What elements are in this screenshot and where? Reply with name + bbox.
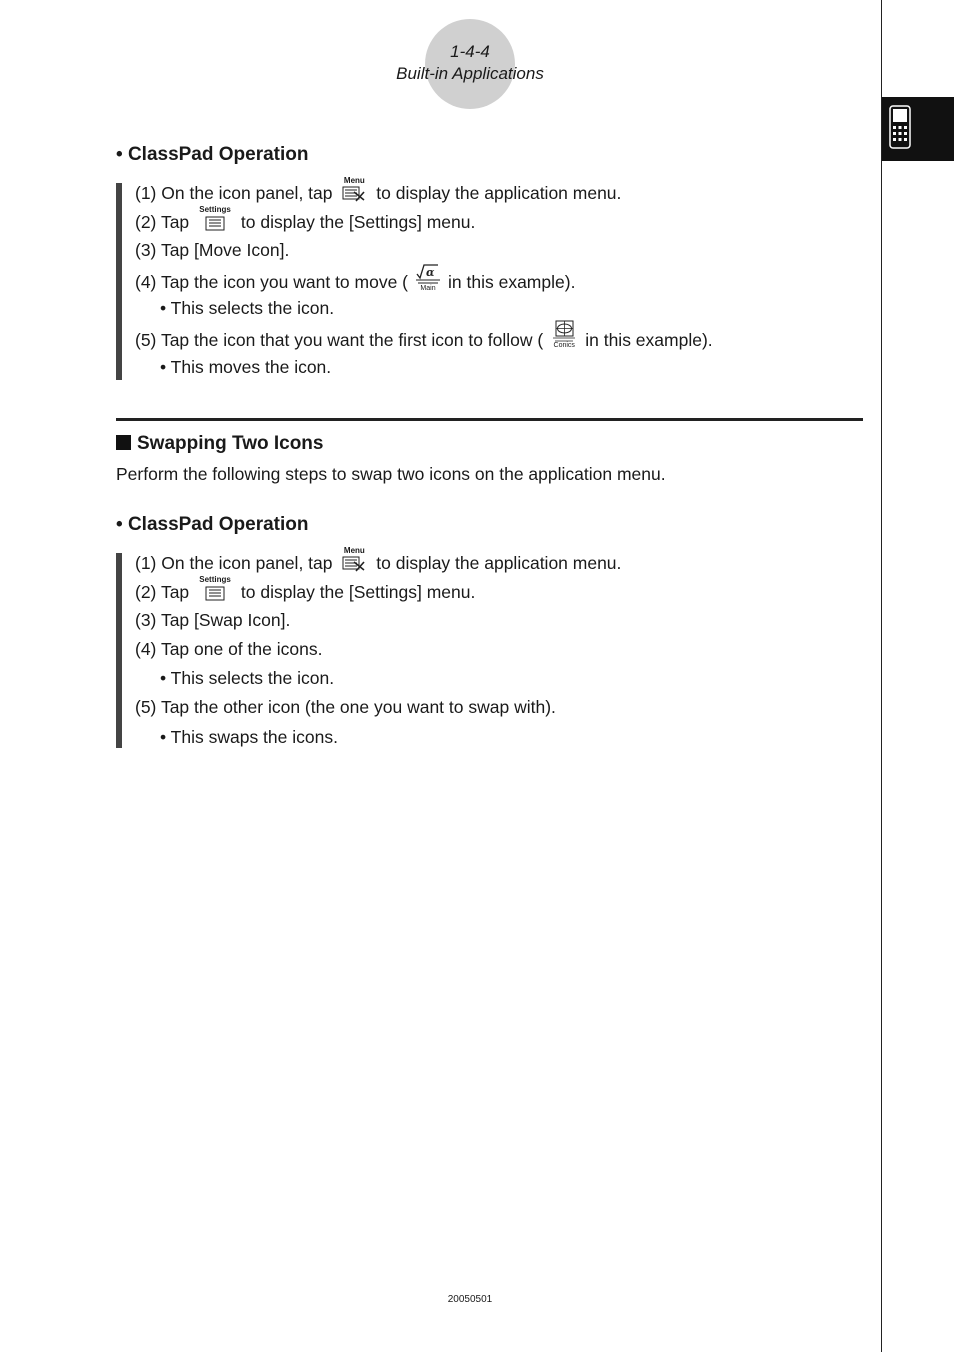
svg-text:α: α	[426, 266, 435, 279]
step-1: (1) On the icon panel, tap Menu to display the application menu.	[135, 176, 622, 203]
section-divider	[116, 418, 863, 421]
square-bullet-icon	[116, 435, 131, 450]
step-2: (2) Tap Settings to display the [Settings] menu.	[135, 575, 476, 602]
operation-heading-text: ClassPad Operation	[127, 514, 309, 535]
step-4-note: • This selects the icon.	[160, 668, 335, 688]
operation-heading: • ClassPad Operation	[116, 144, 309, 165]
operation-heading: • ClassPad Operation	[116, 514, 309, 535]
conics-app-icon: Conics	[547, 327, 581, 353]
operation-bar	[116, 183, 122, 380]
section-title: Swapping Two Icons	[116, 433, 323, 455]
operation-heading-text: ClassPad Operation	[127, 144, 309, 165]
page-number: 1-4-4	[450, 42, 490, 61]
step-2: (2) Tap Settings to display the [Settings] menu.	[135, 205, 476, 232]
settings-icon: Settings	[198, 211, 232, 233]
step-5: (5) Tap the icon that you want the first icon to follow ( Conics in this example).	[135, 327, 713, 353]
step-3: (3) Tap [Move Icon].	[135, 240, 290, 260]
calculator-icon	[889, 105, 911, 149]
margin-rule	[881, 0, 882, 1352]
main-app-icon: α Main	[412, 269, 444, 295]
step-5-note: • This swaps the icons.	[160, 727, 338, 747]
step-4: (4) Tap one of the icons.	[135, 639, 323, 659]
menu-icon: Menu	[341, 182, 367, 204]
step-3: (3) Tap [Swap Icon].	[135, 610, 291, 630]
step-4-note: • This selects the icon.	[160, 298, 335, 318]
footer-code: 20050501	[447, 1294, 493, 1305]
page-title: Built-in Applications	[396, 64, 544, 83]
settings-icon: Settings	[198, 581, 232, 603]
operation-bar	[116, 553, 122, 748]
menu-icon: Menu	[341, 552, 367, 574]
chapter-tab	[882, 97, 954, 161]
step-5-note: • This moves the icon.	[160, 357, 332, 377]
step-5: (5) Tap the other icon (the one you want to swap with).	[135, 697, 556, 717]
section-description: Perform the following steps to swap two icons on the application menu.	[116, 464, 666, 484]
step-1: (1) On the icon panel, tap Menu to display the application menu.	[135, 546, 622, 573]
step-4: (4) Tap the icon you want to move ( α Main in this example).	[135, 269, 575, 295]
